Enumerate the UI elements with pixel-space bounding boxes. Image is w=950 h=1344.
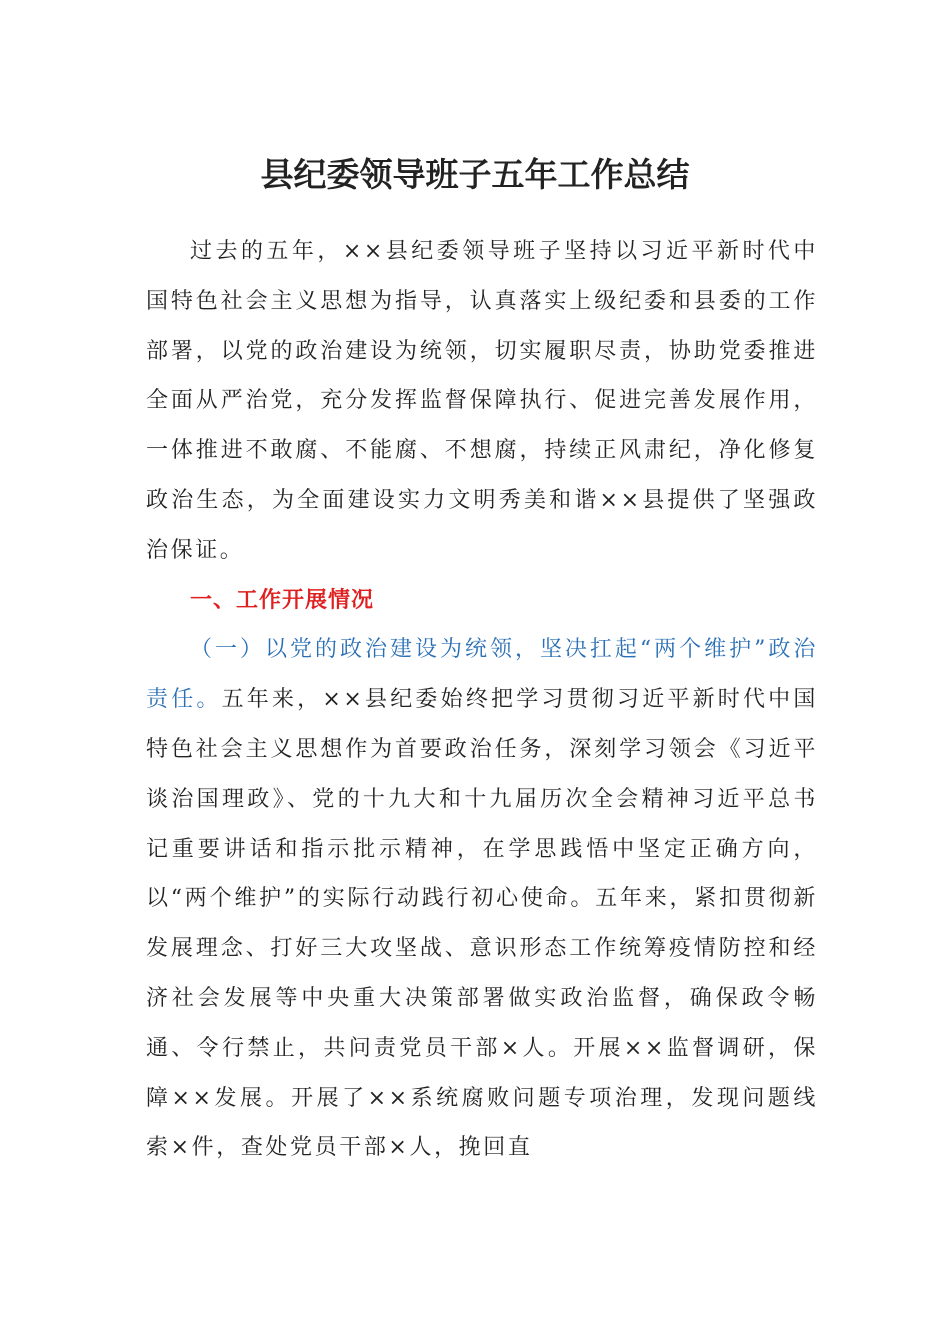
subsection-body: 五年来，××县纪委始终把学习贯彻习近平新时代中国特色社会主义思想作为首要政治任务，深刻学习领会《习近平谈治国理政》、党的十九大和十九届历次全会精神习近平总书记重要讲话和指示批示精神，在学思践悟中坚定正确方向，以“两个维护”的实际行动践行初心使命。五年来，紧扣贯彻新发展理念、打好三大攻坚战、意识形态工作统筹疫情防控和经济社会发展等中央重大决策部署做实政治监督，确保政令畅通、令行禁止，共问责党员干部×人。开展××监督调研，保障××发展。开展了××系统腐败问题专项治理，发现问题线索×件，查处党员干部×人，挽回直 [146,687,818,1161]
document-title: 县纪委领导班子五年工作总结 [260,155,690,194]
subsection-heading: （一）以党的政治建设为统领，坚决扛起“两个维护”政治责任。 [146,637,818,713]
document-body [146,227,818,1173]
section-heading: 一、工作开展情况 [190,587,375,613]
subsection-paragraph [146,625,818,1173]
intro-paragraph: 过去的五年，××县纪委领导班子坚持以习近平新时代中国特色社会主义思想为指导，认真落实上级纪委和县委的工作部署，以党的政治建设为统领，切实履职尽责，协助党委推进全面从严治党，充分发挥监督保障执行、促进完善发展作用，一体推进不敢腐、不能腐、不想腐，持续正风肃纪，净化修复政治生态，为全面建设实力文明秀美和谐××县提供了坚强政治保证。 [146,239,818,563]
